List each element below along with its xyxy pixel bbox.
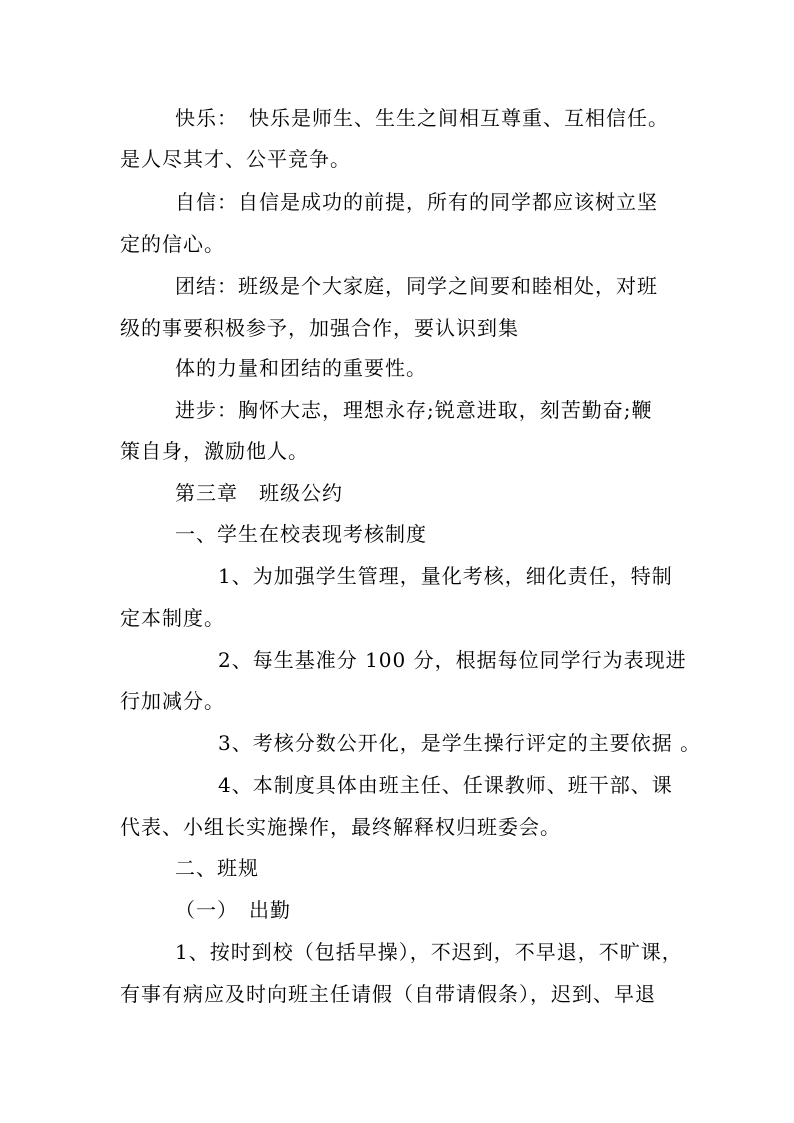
section-heading: 二、班规: [175, 856, 259, 880]
chapter-heading: 第三章 班级公约: [175, 481, 343, 505]
paragraph-line: 快乐： 快乐是师生、生生之间相互尊重、互相信任。: [175, 106, 669, 130]
paragraph-line: 级的事要积极参予，加强合作，要认识到集: [120, 316, 519, 340]
paragraph-line: 行加减分。: [120, 689, 225, 713]
paragraph-line: 1、为加强学生管理，量化考核，细化责任，特制: [218, 564, 673, 588]
paragraph-line: 代表、小组长实施操作，最终解释权归班委会。: [120, 815, 561, 839]
paragraph-line: 自信：自信是成功的前提，所有的同学都应该树立坚: [175, 190, 658, 214]
paragraph-line: 是人尽其才、公平竞争。: [120, 147, 351, 171]
paragraph-line: 3、考核分数公开化，是学生操行评定的主要依据 。: [218, 731, 702, 755]
paragraph-line: 体的力量和团结的重要性。: [175, 356, 427, 380]
paragraph-line: 定本制度。: [120, 606, 225, 630]
paragraph-line: 2、每生基准分 100 分，根据每位同学行为表现进: [218, 648, 687, 672]
section-heading: 一、学生在校表现考核制度: [175, 522, 427, 546]
paragraph-line: 1、按时到校（包括早操），不迟到，不早退，不旷课，: [175, 940, 683, 964]
paragraph-line: 定的信心。: [120, 232, 225, 256]
paragraph-line: 4、本制度具体由班主任、任课教师、班干部、课: [218, 773, 673, 797]
paragraph-line: 有事有病应及时向班主任请假（自带请假条），迟到、早退: [120, 982, 656, 1006]
paragraph-line: 进步：胸怀大志，理想永存;锐意进取，刻苦勤奋;鞭: [175, 398, 653, 422]
subsection-heading: （一） 出勤: [175, 898, 291, 922]
paragraph-line: 团结：班级是个大家庭，同学之间要和睦相处，对班: [175, 274, 658, 298]
paragraph-line: 策自身，激励他人。: [120, 439, 309, 463]
